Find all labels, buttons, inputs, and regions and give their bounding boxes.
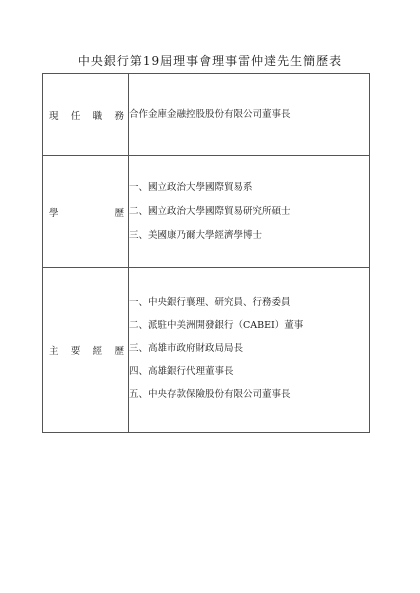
label-char: 主 (49, 346, 59, 357)
label-char: 經 (92, 346, 103, 357)
label-char: 歷 (114, 207, 124, 219)
current-position-cell (129, 74, 370, 156)
list-item: 二、派駐中美洲開發銀行（CABEI）董事 (129, 319, 304, 331)
label-char: 職 (92, 110, 103, 122)
resume-table (42, 73, 370, 433)
label-char: 任 (70, 110, 81, 122)
list-item: 一、國立政治大學國際貿易系 (129, 181, 253, 193)
label-char: 務 (114, 110, 124, 122)
list-item: 一、中央銀行襄理、研究員、行務委員 (129, 296, 291, 308)
list-item: 四、高雄銀行代理董事長 (129, 365, 234, 377)
table-row-experience (43, 268, 370, 433)
list-item: 三、美國康乃爾大學經濟學博士 (129, 229, 263, 241)
document-title: 中央銀行第19屆理事會理事雷仲達先生簡歷表 (77, 54, 343, 68)
label-char: 現 (49, 110, 59, 122)
table-row-education (43, 156, 370, 268)
label-education (43, 156, 129, 268)
label-current-position (43, 74, 129, 156)
label-char: 學 (49, 207, 59, 219)
list-item: 三、高雄市政府財政局局長 (129, 342, 244, 354)
list-item: 二、國立政治大學國際貿易研究所碩士 (129, 205, 291, 217)
experience-list (129, 268, 370, 433)
education-list (129, 156, 370, 268)
current-position-value: 合作金庫金融控股股份有限公司董事長 (129, 108, 291, 120)
label-char: 要 (70, 346, 81, 357)
label-char: 歷 (114, 346, 124, 357)
table-row-current-position (43, 74, 370, 156)
list-item: 五、中央存款保險股份有限公司董事長 (129, 388, 291, 400)
label-experience (43, 268, 129, 433)
